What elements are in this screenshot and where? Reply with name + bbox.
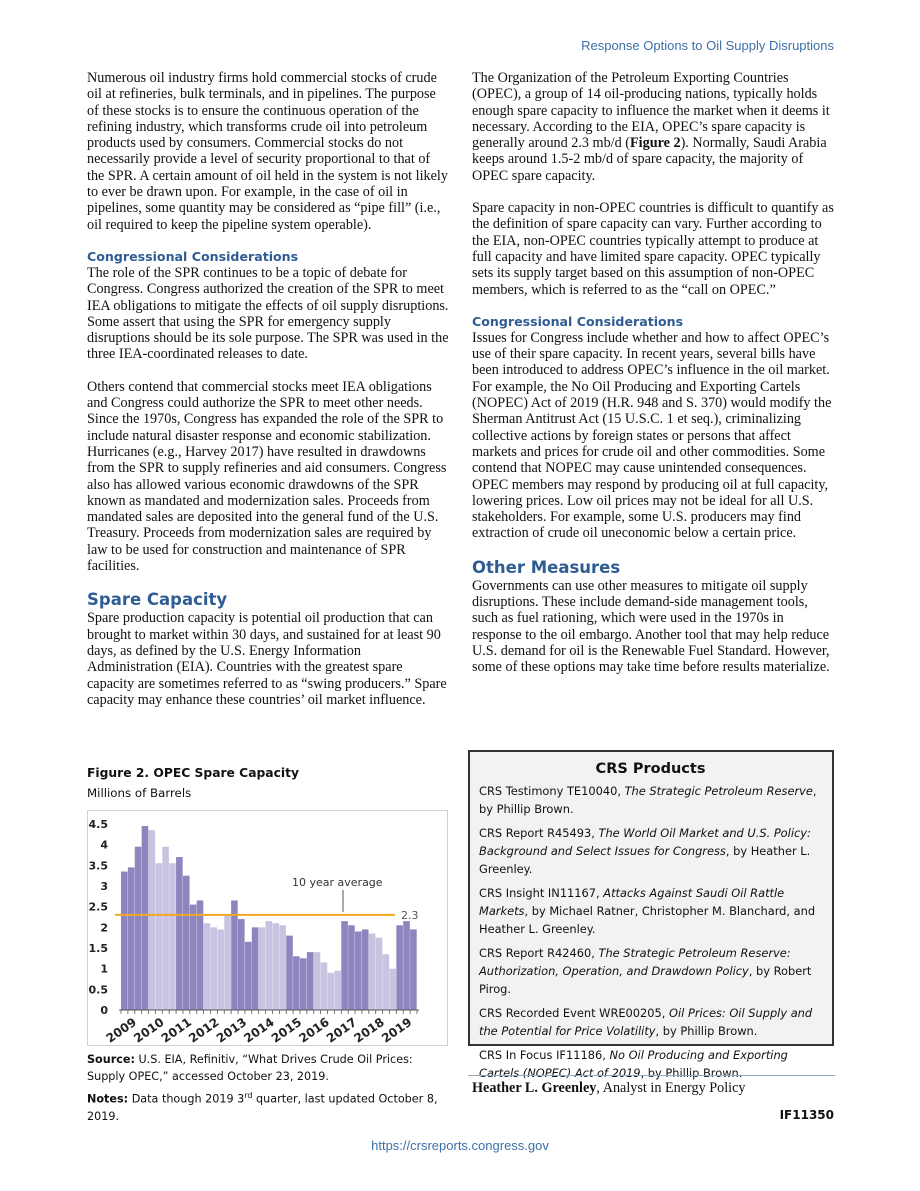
y-tick-label: 1.5 — [88, 942, 108, 955]
bar — [300, 958, 307, 1010]
section-heading-other-measures: Other Measures — [472, 557, 621, 577]
crs-product-item: CRS In Focus IF11186, No Oil Producing and Exporting Cartels (NOPEC) Act of 2019, by Phillip Brown. — [479, 1048, 788, 1080]
y-tick-label: 0 — [100, 1004, 108, 1017]
bar — [142, 826, 149, 1010]
crs-products-box — [468, 750, 834, 1080]
ten-year-average-value-label: 2.3 — [401, 908, 419, 922]
bar — [348, 925, 355, 1010]
bar — [162, 847, 169, 1010]
bar — [369, 934, 376, 1010]
x-tick-label-year: 2018 — [351, 1014, 387, 1046]
section-heading-spare-capacity: Spare Capacity — [87, 590, 228, 610]
crs-products-title: CRS Products — [595, 761, 706, 777]
left-column — [87, 70, 449, 724]
bar — [149, 830, 156, 1010]
ten-year-average-annotation: 10 year average — [292, 876, 383, 889]
bar — [176, 857, 183, 1010]
paragraph: The role of the SPR continues to be a topic of debate for Congress. Congress authorized the creation of the SPR to meet IEA obligations to mitigate the effects of oil supply disruptions. Some assert that using the SPR for emergency supply disruptions should be its sole purpose. The SPR was used in the three IEA-coordinated releases to date. — [87, 264, 449, 363]
y-tick-label: 0.5 — [88, 983, 108, 997]
y-tick-label: 2.5 — [88, 900, 108, 914]
bar — [128, 867, 135, 1010]
bar — [355, 931, 362, 1010]
paragraph: Spare capacity in non-OPEC countries is difficult to quantify as the definition of spare capacity can vary. Further according to the EIA, non-OPEC countries typically attempt to produce at full capacity and have limited spare capacity. OPEC typically sets its supply target based on this assumption of non-OPEC members, which is referred to as the “call on OPEC.” — [472, 200, 834, 298]
bar — [341, 921, 348, 1010]
bar — [286, 936, 293, 1010]
right-column — [472, 70, 834, 692]
bar — [135, 847, 142, 1010]
figure-title: Figure 2. OPEC Spare Capacity — [87, 766, 300, 780]
bar — [383, 954, 390, 1010]
bar — [328, 973, 335, 1010]
bar — [389, 969, 396, 1010]
x-tick-label-year: 2015 — [268, 1014, 305, 1046]
bar — [169, 863, 176, 1010]
bar — [293, 956, 300, 1010]
bar — [272, 923, 279, 1010]
paragraph: Spare production capacity is potential oil production that can brought to market within 30 days, and sustained for at least 90 days, as defined by the U.S. Energy Information Administration (EIA). Countries with the greatest spare capacity are sometimes referred to as “swing producers.” Spare capacity may enhance these countries’ oil market influence. — [87, 610, 447, 708]
bar — [231, 900, 238, 1010]
paragraph: The Organization of the Petroleum Exporting Countries (OPEC), a group of 14 oil-producing nations, typically holds enough spare capacity to influence the market when it deems it necessary. According to the EIA, OPEC’s spare capacity is generally around 2.3 mb/d (Figure 2). Normally, Saudi Arabia keeps around 1.5-2 mb/d of spare capacity, the majority of OPEC spare capacity. — [472, 70, 830, 184]
paragraph: Numerous oil industry firms hold commercial stocks of crude oil at refineries, bulk terminals, and in pipelines. The purpose of these stocks is to ensure the continuous operation of the refining industry, which transforms crude oil into petroleum products used by consumers. Commercial stocks do not necessarily provide a level of security proportional to that of the SPR. A certain amount of oil held in the system is not likely to ever be drawn upon. For example, in the case of oil in pipelines, some quantity may be considered as “pipe fill” (i.e., oil required to keep the pipeline system operable). — [87, 70, 448, 233]
x-tick-label-year: 2011 — [158, 1014, 195, 1046]
subheading-congressional-considerations: Congressional Considerations — [87, 248, 299, 264]
x-tick-label-year: 2012 — [186, 1014, 222, 1046]
y-tick-label: 4.5 — [88, 818, 108, 831]
bar — [307, 952, 314, 1010]
bar — [183, 876, 190, 1010]
bar — [321, 962, 328, 1010]
author-role: , Analyst in Energy Policy — [596, 1080, 746, 1096]
bar — [362, 929, 369, 1010]
bar — [245, 942, 252, 1010]
paragraph: Issues for Congress include whether and how to affect OPEC’s use of their spare capacity. In recent years, several bills have been introduced to address OPEC’s influence in the oil market. For example, the No Oil Producing and Exporting Cartels (NOPEC) Act of 2019 (H.R. 948 and S. 370) would modify the Sherman Antitrust Act (15 U.S.C. 1 et seq.), criminalizing collective actions by foreign states or persons that affect markets and prices for crude oil and other commodities. Some contend that NOPEC may cause unintended consequences. OPEC members may respond by producing oil at full capacity, lowering prices. Low oil prices may not be ideal for all U.S. stakeholders. For example, some U.S. producers may find extraction of crude oil uneconomic below a certain price. — [472, 329, 832, 542]
bar — [259, 927, 266, 1010]
bar — [155, 863, 162, 1010]
bar — [224, 915, 231, 1010]
subheading-congressional-considerations: Congressional Considerations — [472, 313, 684, 329]
bar — [217, 929, 224, 1010]
bar — [376, 938, 383, 1010]
author-name: Heather L. Greenley — [472, 1080, 597, 1096]
figure-source-notes — [87, 1051, 452, 1127]
bar — [238, 919, 245, 1010]
bar — [396, 925, 403, 1010]
bar — [403, 921, 410, 1010]
crs-product-item: CRS Insight IN11167, Attacks Against Saudi Oil Rattle Markets, by Michael Ratner, Christopher M. Blanchard, and Heather L. Greenley. — [479, 886, 816, 936]
y-tick-label: 2 — [100, 921, 108, 935]
bar — [279, 925, 286, 1010]
y-tick-label: 1 — [100, 962, 108, 976]
document-number: IF11350 — [779, 1108, 834, 1122]
bar — [410, 929, 417, 1010]
crs-product-item: CRS Testimony TE10040, The Strategic Petroleum Reserve, by Phillip Brown. — [479, 784, 817, 816]
x-tick-label-year: 2017 — [323, 1014, 360, 1046]
x-tick-label-year: 2016 — [296, 1014, 332, 1046]
x-tick-label-year: 2019 — [379, 1014, 415, 1046]
running-header: Response Options to Oil Supply Disruptions — [581, 38, 834, 53]
x-tick-label-year: 2009 — [103, 1014, 140, 1046]
author-divider — [468, 1075, 835, 1076]
crs-product-item: CRS Report R45493, The World Oil Market and U.S. Policy: Background and Select Issues for Congress, by Heather L. Greenley. — [479, 826, 811, 876]
y-tick-label: 3.5 — [88, 859, 108, 873]
crs-product-item: CRS Report R42460, The Strategic Petroleum Reserve: Authorization, Operation, and Drawdown Policy, by Robert Pirog. — [479, 946, 812, 996]
y-tick-label: 3 — [100, 880, 108, 893]
footer-url[interactable]: https://crsreports.congress.gov — [371, 1138, 549, 1153]
bar — [334, 971, 341, 1010]
bar — [197, 900, 204, 1010]
bar — [266, 921, 273, 1010]
crs-product-item: CRS Recorded Event WRE00205, Oil Prices: Oil Supply and the Potential for Price Volatility, by Phillip Brown. — [479, 1006, 813, 1038]
bar — [210, 927, 217, 1010]
x-tick-label-year: 2014 — [241, 1014, 277, 1046]
y-tick-label: 4 — [100, 838, 108, 852]
figure-notes: Notes: Data though 2019 3rd quarter, last updated October 8, 2019. — [87, 1091, 438, 1123]
bar — [121, 872, 128, 1010]
x-tick-label-year: 2010 — [131, 1014, 167, 1046]
paragraph: Governments can use other measures to mitigate oil supply disruptions. These include demand-side management tools, such as fuel rationing, which were used in the 1970s in response to the oil embargo. Another tool that may help reduce U.S. demand for oil is the Renewable Fuel Standard. However, some of these options may take time before results materialize. — [472, 577, 830, 676]
x-tick-label-year: 2013 — [213, 1014, 250, 1046]
bar — [204, 923, 211, 1010]
bar — [252, 927, 259, 1010]
bar — [314, 952, 321, 1010]
figure-source: Source: U.S. EIA, Refinitiv, “What Drives Crude Oil Prices: Supply OPEC,” accessed October 23, 2019. — [87, 1053, 413, 1083]
bar — [190, 905, 197, 1010]
opec-spare-capacity-chart — [87, 810, 448, 1046]
paragraph: Others contend that commercial stocks meet IEA obligations and Congress could authorize the SPR to meet other needs. Since the 1970s, Congress has expanded the role of the SPR to include natural disaster response and economic stabilization. Hurricanes (e.g., Harvey 2017) have resulted in drawdowns from the SPR to supply refineries and aid consumers. Congress also has allowed various economic drawdowns of the SPR known as mandated and modernization sales. Proceeds from mandated sales are deposited into the general fund of the U.S. Treasury. Proceeds from modernization sales are required by law to be used for construction and maintenance of SPR facilities. — [87, 378, 447, 575]
figure-units: Millions of Barrels — [87, 786, 192, 800]
author-line — [472, 1080, 745, 1097]
